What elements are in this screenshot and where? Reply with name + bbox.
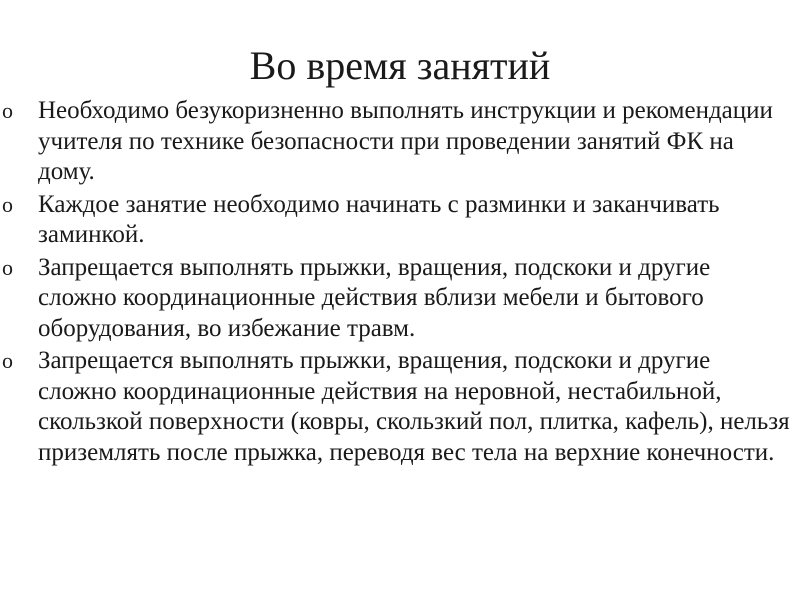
bullet-circle-icon: o [2,348,13,373]
list-item [0,346,790,468]
bullet-text: Запрещается выполнять прыжки, вращения, подскоки и другие сложно координационные действия вблизи мебели и бытового оборудования, во избежание травм. [38,253,711,342]
bullet-circle-icon: o [2,191,13,217]
bullet-circle-icon: o [2,254,13,280]
bullet-text: Запрещается выполнять прыжки, вращения, подскоки и другие сложно координационные действия на неровной, нестабильной, скользкой поверхности (ковры, скользкий пол, плитка, кафель), нельзя приземлять после прыжка, переводя вес тела на верхние конечности. [38,347,790,466]
bullet-list [0,96,790,470]
list-item [0,253,790,345]
bullet-text: Каждое занятие необходимо начинать с разминки и заканчивать заминкой. [38,190,720,248]
bullet-circle-icon: o [2,98,13,123]
slide-title: Во время занятий [249,43,551,88]
list-item [0,96,790,188]
list-item [0,190,790,251]
bullet-text: Необходимо безукоризненно выполнять инструкции и рекомендации учителя по технике безопасности при проведении занятий ФК на дому. [38,97,773,185]
